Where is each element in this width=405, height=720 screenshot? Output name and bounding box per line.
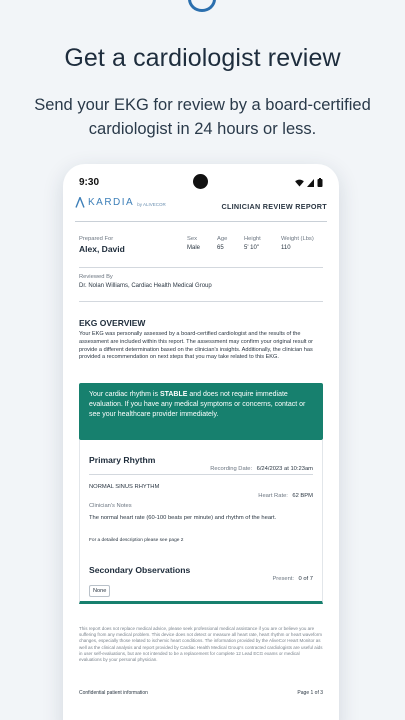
brand-by: by ALIVECOR xyxy=(137,202,166,207)
confidential-note: Confidential patient information xyxy=(79,690,148,696)
clinician-notes: The normal heart rate (60-100 beats per minute) and rhythm of the heart. xyxy=(89,515,277,521)
app-logo-icon xyxy=(188,0,216,12)
divider xyxy=(89,474,313,475)
status-time: 9:30 xyxy=(79,177,100,188)
overview-title: EKG OVERVIEW xyxy=(79,318,146,328)
disclaimer-text: This report does not replace medical advice, please seek professional medical assistance if you are or believe you are suffering from any medical problem. This device does not detect or measure all heart rate, heart rhythm or heart waveform changes, especially those related to ischemic heart conditions. The information provided by the AliveCor Heart Monitor as well as the clinical analysis and report provided by Cardiac Health Medical Group's contracted cardiologists are useful aids in user self-evaluations, but are not intended to be a replacement for complete 12 Lead ECG exams or medical evaluations by your personal physician. xyxy=(79,626,323,663)
report-footer xyxy=(79,690,323,696)
alert-status: STABLE xyxy=(159,391,188,398)
signal-icon xyxy=(307,179,314,187)
sex-label: Sex xyxy=(187,236,197,242)
report-header xyxy=(75,194,327,222)
kardia-logo xyxy=(75,197,166,208)
divider xyxy=(79,301,323,302)
height-label: Height xyxy=(244,236,261,242)
detail-note: For a detailed description please see page 2 xyxy=(89,538,184,543)
heart-rate xyxy=(258,484,313,502)
height-value: 5' 10" xyxy=(244,245,259,251)
reviewed-by-label: Reviewed By xyxy=(79,274,113,280)
recording-date-value: 6/24/2023 at 10:23am xyxy=(256,466,313,472)
primary-rhythm-title: Primary Rhythm xyxy=(89,455,156,465)
present-label: Present: xyxy=(272,576,295,582)
report-document[interactable] xyxy=(63,192,339,720)
recording-date xyxy=(210,457,313,475)
rhythm-value: NORMAL SINUS RHYTHM xyxy=(89,484,160,490)
clinician-notes-label: Clinician's Notes xyxy=(89,503,132,509)
weight-value: 110 xyxy=(281,245,291,251)
sex-value: Male xyxy=(187,245,201,251)
phone-mockup xyxy=(63,164,339,720)
report-title: CLINICIAN REVIEW REPORT xyxy=(221,202,327,211)
heart-rate-value: 62 BPM xyxy=(292,493,313,499)
wifi-icon xyxy=(295,179,304,187)
patient-name: Alex, David xyxy=(79,244,125,254)
heart-rate-label: Heart Rate: xyxy=(258,493,288,499)
status-bar xyxy=(63,174,339,192)
divider xyxy=(79,267,323,268)
recording-date-label: Recording Date: xyxy=(210,466,253,472)
status-icons xyxy=(295,178,323,187)
battery-icon xyxy=(317,178,323,187)
subheadline: Send your EKG for review by a board-certified cardiologist in 24 hours or less. xyxy=(34,96,371,138)
rhythm-status-alert xyxy=(79,383,323,440)
kardia-mark-icon xyxy=(75,197,85,208)
present-count xyxy=(272,567,313,585)
overview-text: Your EKG was personally assessed by a board-certified cardiologist and the results of the assessment are included within this report. The assessment may confirm your original result or provide a different determination based on the clinician's insights. Additionally, the clinician has provided a recommendation on next steps that you may take related to this EKG. xyxy=(79,331,314,361)
prepared-for-label: Prepared For xyxy=(79,236,114,242)
page-number: Page 1 of 3 xyxy=(297,690,323,696)
alert-text-pre: Your cardiac rhythm is xyxy=(89,391,160,398)
reviewed-by-section xyxy=(79,274,323,289)
age-value: 65 xyxy=(217,245,224,251)
none-badge: None xyxy=(89,585,110,597)
age-label: Age xyxy=(217,236,228,242)
secondary-observations-title: Secondary Observations xyxy=(89,565,191,575)
rhythm-details-card xyxy=(79,440,323,604)
reviewed-by-value: Dr. Nolan Williams, Cardiac Health Medical Group xyxy=(79,283,212,289)
alert-text-post: and does not require immediate evaluation. If you have any medical symptoms or concerns, contact or see your healthcare provider immediately. xyxy=(89,391,306,418)
headline: Get a cardiologist review xyxy=(64,44,341,72)
camera-cutout xyxy=(193,174,208,189)
brand-name: KARDIA xyxy=(88,197,135,208)
present-value: 0 of 7 xyxy=(298,576,313,582)
weight-label: Weight (Lbs) xyxy=(281,236,314,242)
